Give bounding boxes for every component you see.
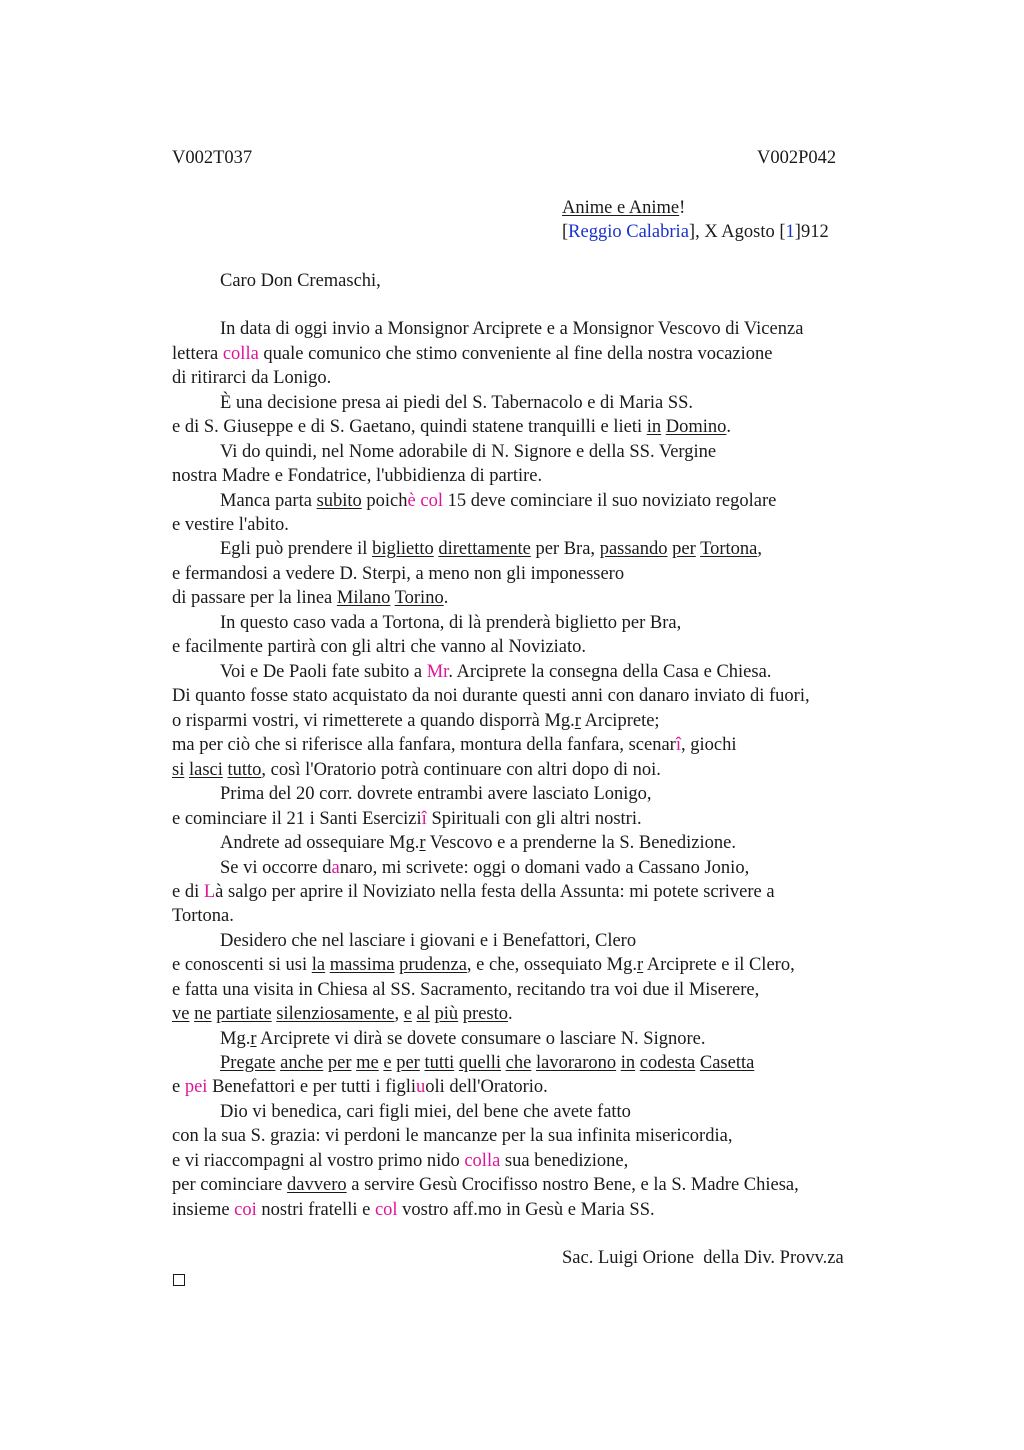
body-text: naro, mi scrivete: oggi o domani vado a Cassano Jonio, — [339, 858, 750, 878]
body-text: , così l'Oratorio potrà continuare con altri dopo di noi. — [261, 760, 661, 780]
body-line-16: Di quanto fosse stato acquistato da noi durante questi anni con danaro inviato di fuori, — [172, 686, 810, 706]
body-line-28: e fatta una visita in Chiesa al SS. Sacramento, recitando tra voi due il Miserere, — [172, 980, 760, 1000]
place-name: Reggio Calabria — [568, 222, 689, 242]
body-text: per Bra, — [530, 539, 600, 559]
body-text: Mg. — [220, 1029, 251, 1049]
body-line-24 — [172, 880, 775, 904]
underlined-word: biglietto — [372, 539, 434, 559]
body-text: 15 deve cominciare il suo noviziato regolare — [442, 491, 777, 511]
editorial-mark: è col — [407, 491, 443, 511]
underlined-word: in — [646, 417, 662, 437]
body-line-2 — [172, 342, 773, 366]
underlined-word: subito — [316, 491, 362, 511]
underlined-word: Domino — [665, 417, 727, 437]
body-text: o risparmi vostri, vi rimetterete a quando disporrà Mg. — [172, 711, 575, 731]
underlined-word: partiate — [216, 1004, 272, 1024]
body-text: sua benedizione, — [500, 1151, 629, 1171]
underlined-word: per — [327, 1053, 352, 1073]
underlined-word: tutti — [424, 1053, 455, 1073]
body-text: poich — [361, 491, 408, 511]
motto — [562, 196, 685, 220]
body-text: Se vi occorre d — [220, 858, 332, 878]
underlined-word: anche — [280, 1053, 324, 1073]
body-line-7: nostra Madre e Fondatrice, l'ubbidienza di partire. — [172, 466, 543, 486]
body-text: Benefattori e per tutti i figli — [207, 1077, 417, 1097]
editorial-mark: a — [331, 858, 340, 878]
body-text: nostri fratelli e — [256, 1200, 375, 1220]
underlined-word: al — [416, 1004, 430, 1024]
body-line-19 — [172, 758, 661, 782]
body-text: Vescovo e a prenderne la S. Benedizione. — [425, 833, 736, 853]
underlined-word: la — [311, 955, 326, 975]
body-text: , — [757, 539, 762, 559]
body-line-6: Vi do quindi, nel Nome adorabile di N. Signore e della SS. Vergine — [220, 442, 717, 462]
body-text: , giochi — [680, 735, 737, 755]
body-line-1: In data di oggi invio a Monsignor Arciprete e a Monsignor Vescovo di Vicenza — [220, 319, 804, 339]
editorial-mark: col — [374, 1200, 398, 1220]
body-text: . — [508, 1004, 513, 1024]
body-text: a servire Gesù Crocifisso nostro Bene, e la S. Madre Chiesa, — [346, 1175, 799, 1195]
underlined-word: silenziosamente — [276, 1004, 395, 1024]
editorial-mark: î — [421, 809, 427, 829]
underlined-word: Torino — [394, 588, 444, 608]
body-text: , — [394, 1004, 400, 1024]
body-line-29 — [172, 1002, 513, 1026]
body-line-36 — [172, 1173, 799, 1197]
date-rest: ]912 — [794, 222, 829, 242]
document-code-left: V002T037 — [172, 148, 253, 168]
body-text: e conoscenti si usi — [172, 955, 312, 975]
underlined-word: r — [419, 833, 426, 853]
underlined-word: Casetta — [699, 1053, 755, 1073]
body-text: , e che, ossequiato Mg. — [466, 955, 637, 975]
underlined-word: me — [356, 1053, 379, 1073]
body-line-34: con la sua S. grazia: vi perdoni le mancanze per la sua infinita misericordia, — [172, 1126, 733, 1146]
body-text: Arciprete e il Clero, — [643, 955, 795, 975]
underlined-word: Milano — [336, 588, 391, 608]
editorial-mark: î — [675, 735, 681, 755]
body-line-5 — [172, 415, 731, 439]
underlined-word: si — [172, 760, 185, 780]
body-line-30 — [220, 1027, 705, 1051]
body-line-8 — [220, 489, 776, 513]
body-line-33: Dio vi benedica, cari figli miei, del bene che avete fatto — [220, 1102, 631, 1122]
place-date — [562, 220, 829, 244]
editorial-mark: L — [203, 882, 216, 902]
underlined-word: che — [505, 1053, 532, 1073]
body-text: quale comunico che stimo conveniente al fine della nostra vocazione — [258, 344, 773, 364]
body-text: vostro aff.mo in Gesù e Maria SS. — [397, 1200, 655, 1220]
underlined-word: direttamente — [438, 539, 531, 559]
body-line-18 — [172, 733, 736, 757]
body-text: e vi riaccompagni al vostro primo nido — [172, 1151, 465, 1171]
underlined-word: passando — [599, 539, 668, 559]
body-text: à salgo per aprire il Noviziato nella festa della Assunta: mi potete scrivere a — [215, 882, 775, 902]
body-line-17 — [172, 709, 660, 733]
body-text: Arciprete vi dirà se dovete consumare o lasciare N. Signore. — [256, 1029, 706, 1049]
editorial-mark: Mr — [426, 662, 449, 682]
underlined-word: quelli — [458, 1053, 502, 1073]
body-text: di passare per la linea — [172, 588, 337, 608]
body-line-26: Desidero che nel lasciare i giovani e i Benefattori, Clero — [220, 931, 637, 951]
body-text: Egli può prendere il — [220, 539, 373, 559]
body-line-10 — [220, 537, 762, 561]
place-open-bracket: [ — [562, 222, 569, 242]
body-line-31 — [220, 1051, 754, 1075]
underlined-word: r — [574, 711, 581, 731]
body-line-37 — [172, 1198, 655, 1222]
editorial-mark: pei — [184, 1077, 208, 1097]
body-line-20: Prima del 20 corr. dovrete entrambi avere lasciato Lonigo, — [220, 784, 652, 804]
underlined-word: presto — [462, 1004, 508, 1024]
underlined-word: per — [396, 1053, 420, 1073]
body-text: e — [172, 1077, 185, 1097]
underlined-word: lasci — [188, 760, 223, 780]
body-line-4: È una decisione presa ai piedi del S. Tabernacolo e di Maria SS. — [220, 393, 694, 413]
year-digit: 1 — [785, 222, 795, 242]
body-line-25: Tortona. — [172, 906, 234, 926]
body-text: . Arciprete la consegna della Casa e Chiesa. — [448, 662, 772, 682]
body-text: Andrete ad ossequiare Mg. — [220, 833, 420, 853]
body-text: Arciprete; — [580, 711, 660, 731]
motto-exclamation: ! — [679, 198, 686, 218]
body-line-27 — [172, 953, 795, 977]
underlined-word: e — [403, 1004, 412, 1024]
body-line-12 — [172, 586, 448, 610]
body-line-15 — [220, 660, 771, 684]
underlined-word: più — [434, 1004, 459, 1024]
body-line-3: di ritirarci da Lonigo. — [172, 368, 332, 388]
body-text: per cominciare — [172, 1175, 288, 1195]
body-text: e di S. Giuseppe e di S. Gaetano, quindi statene tranquilli e lieti — [172, 417, 647, 437]
body-line-13: In questo caso vada a Tortona, di là prenderà biglietto per Bra, — [220, 613, 682, 633]
body-line-14: e facilmente partirà con gli altri che vanno al Noviziato. — [172, 637, 587, 657]
body-text: lettera — [172, 344, 223, 364]
document-code-right: V002P042 — [757, 148, 837, 168]
underlined-word: codesta — [639, 1053, 696, 1073]
body-text: . — [443, 588, 449, 608]
underlined-word: tutto — [227, 760, 262, 780]
body-text: ma per ciò che si riferisce alla fanfara, montura della fanfara, scenar — [172, 735, 676, 755]
body-text: e cominciare il 21 i Santi Esercizi — [172, 809, 422, 829]
underlined-word: massima — [329, 955, 395, 975]
underlined-word: r — [636, 955, 644, 975]
underlined-word: in — [620, 1053, 636, 1073]
underlined-word: r — [250, 1029, 257, 1049]
body-text: Spirituali con gli altri nostri. — [426, 809, 642, 829]
editorial-mark: colla — [222, 344, 259, 364]
date-middle: ], X Agosto [ — [688, 222, 786, 242]
editorial-mark: colla — [464, 1151, 501, 1171]
underlined-word: Tortona — [700, 539, 758, 559]
motto-text: Anime e Anime — [562, 198, 680, 218]
body-line-23 — [220, 856, 749, 880]
underlined-word: ve — [172, 1004, 190, 1024]
underlined-word: davvero — [287, 1175, 347, 1195]
salutation: Caro Don Cremaschi, — [220, 271, 381, 291]
editorial-mark: u — [416, 1077, 426, 1097]
body-text: . — [726, 417, 732, 437]
body-text: Voi e De Paoli fate subito a — [220, 662, 427, 682]
body-line-21 — [172, 807, 642, 831]
body-line-22 — [220, 831, 736, 855]
body-text: e di — [172, 882, 204, 902]
underlined-word: prudenza — [399, 955, 467, 975]
empty-checkbox-icon — [173, 1274, 185, 1286]
body-text: insieme — [172, 1200, 235, 1220]
body-line-9: e vestire l'abito. — [172, 515, 289, 535]
body-line-11: e fermandosi a vedere D. Sterpi, a meno non gli imponessero — [172, 564, 625, 584]
underlined-word: Pregate — [220, 1053, 276, 1073]
signature: Sac. Luigi Orione della Div. Provv.za — [562, 1248, 844, 1268]
editorial-mark: coi — [234, 1200, 257, 1220]
underlined-word: e — [383, 1053, 392, 1073]
underlined-word: ne — [194, 1004, 212, 1024]
body-text: Manca parta — [220, 491, 317, 511]
body-text: oli dell'Oratorio. — [425, 1077, 548, 1097]
body-line-32 — [172, 1075, 548, 1099]
underlined-word: per — [672, 539, 696, 559]
body-line-35 — [172, 1149, 628, 1173]
underlined-word: lavorarono — [535, 1053, 617, 1073]
